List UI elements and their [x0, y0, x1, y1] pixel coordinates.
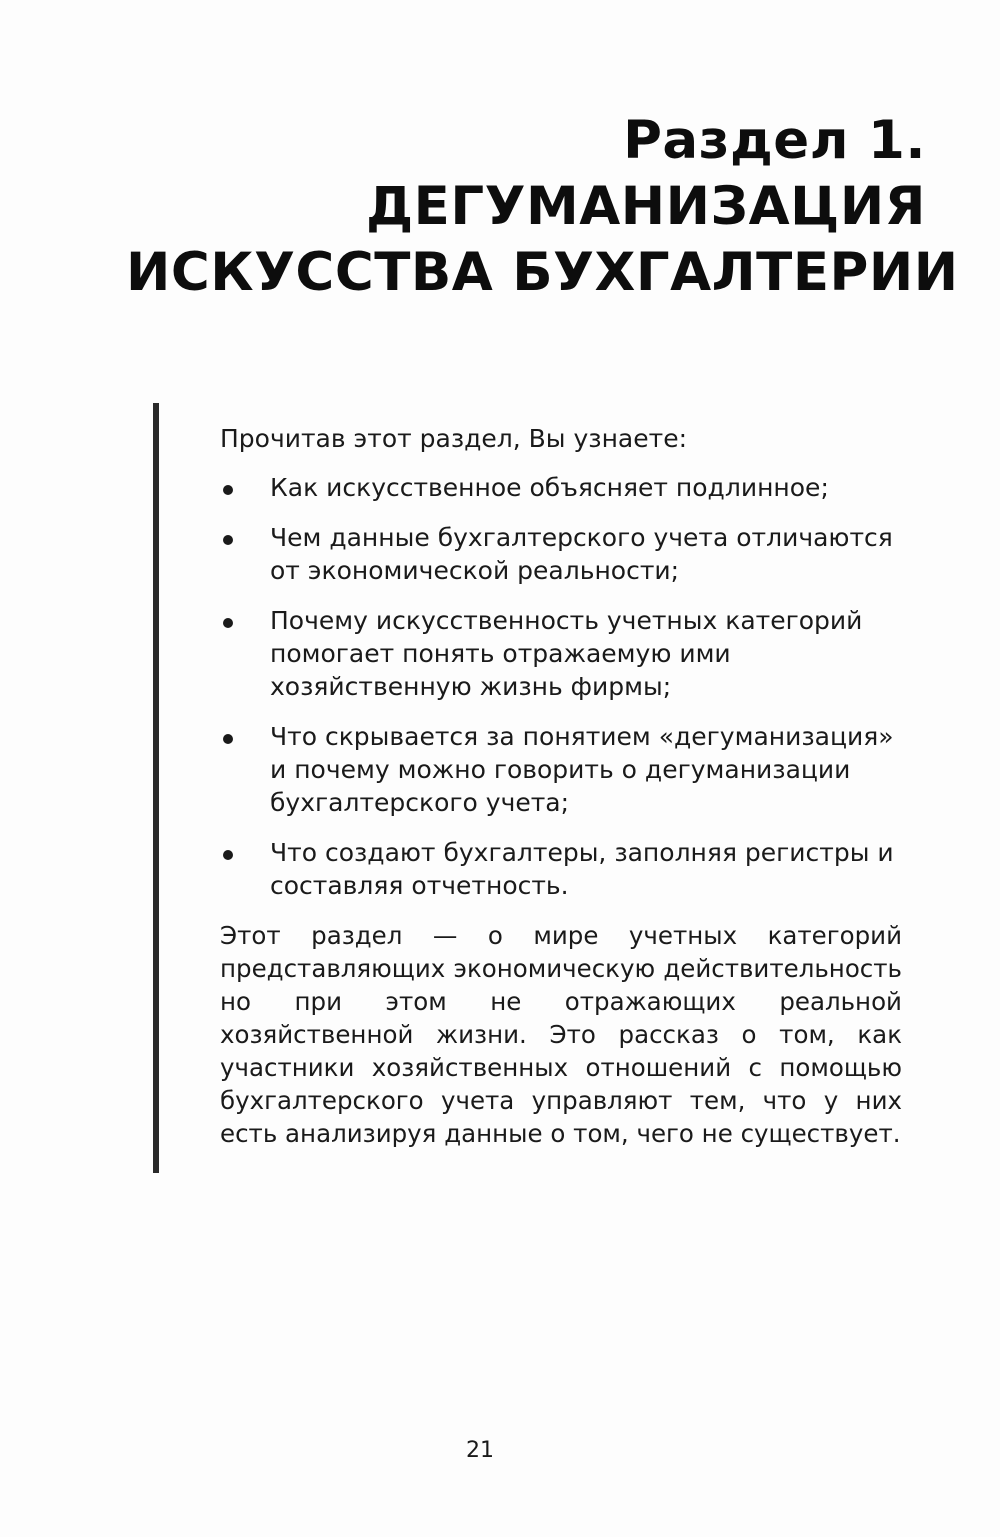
bullet-icon: [223, 535, 233, 545]
list-item: [220, 720, 902, 819]
list-item-text: Как искусственное объясняет подлинное;: [270, 473, 829, 502]
page-number: 21: [466, 1438, 494, 1463]
intro-text: Прочитав этот раздел, Вы узнаете:: [220, 424, 687, 453]
list-item: [220, 604, 902, 703]
learning-points-list: [220, 471, 902, 902]
bullet-icon: [223, 618, 233, 628]
list-item-text: Что скрывается за понятием «дегуманизация» и почему можно говорить о дегуманизации бухгалтерского учета;: [270, 722, 894, 817]
section-number: Раздел 1.: [623, 110, 926, 171]
bullet-icon: [223, 734, 233, 744]
chapter-heading: [126, 108, 959, 306]
list-item-text: Чем данные бухгалтерского учета отличаются от экономической реальности;: [270, 523, 893, 585]
list-item: [220, 521, 902, 587]
section-title-line-1: ДЕГУМАНИЗАЦИЯ: [365, 176, 926, 237]
bullet-icon: [223, 485, 233, 495]
summary-paragraph: Этот раздел — о мире учетных категорий представляющих экономическую действительность но при этом не отражающих реальной хозяйственной жизни. Это рассказ о том, как участники хозяйственных отношений с помощью бухгалтерского учета управляют тем, что у них есть анализируя данные о том, чего не существует.: [220, 921, 902, 1148]
list-item-text: Что создают бухгалтеры, заполняя регистры и составляя отчетность.: [270, 838, 894, 900]
list-item: [220, 471, 902, 504]
list-item: [220, 836, 902, 902]
vertical-rule: [153, 403, 159, 1173]
list-item-text: Почему искусственность учетных категорий помогает понять отражаемую ими хозяйственную жизнь фирмы;: [270, 606, 863, 701]
section-overview: [220, 422, 902, 1150]
section-title-line-2: ИСКУССТВА БУХГАЛТЕРИИ: [126, 242, 959, 303]
bullet-icon: [223, 850, 233, 860]
